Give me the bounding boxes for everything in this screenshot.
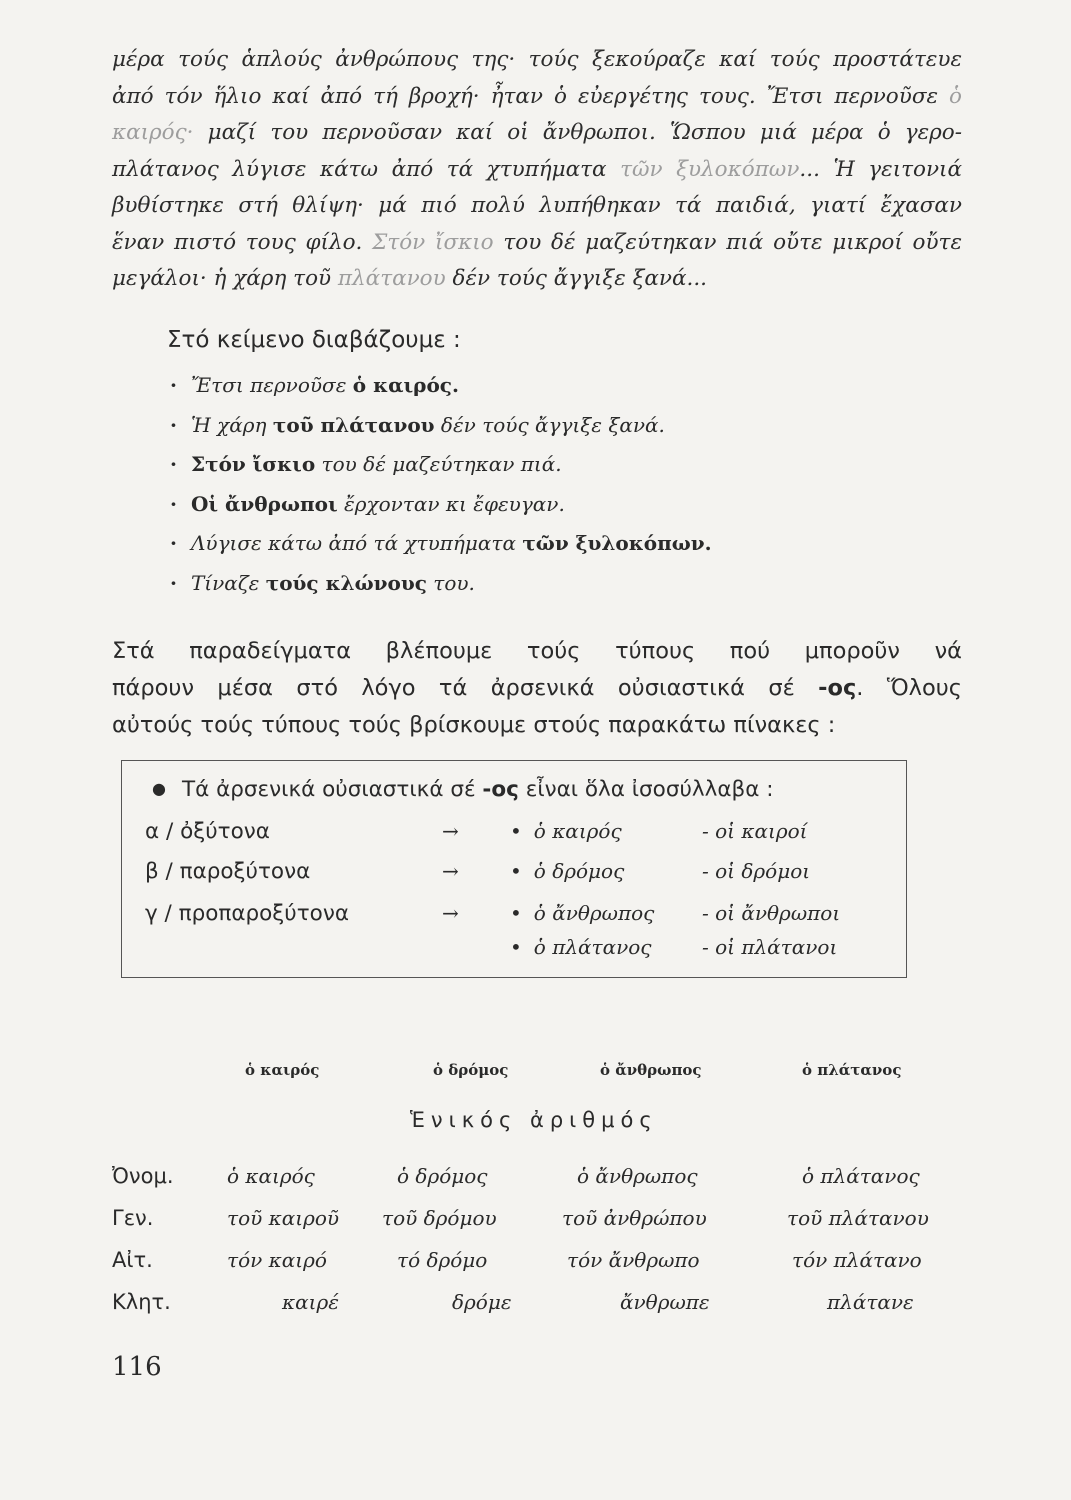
story-text: μαζί του περνοῦσαν καί οἱ ἄνθρωποι. Ὥσπου μιά μέρα ὁ γερο- (193, 120, 962, 145)
example-bold: Στόν ἴσκιο (190, 452, 316, 476)
example-bold: ὁ καιρός. (352, 373, 459, 397)
declension-cell: τοῦ δρόμου (382, 1206, 497, 1230)
case-label: Κλητ. (112, 1290, 171, 1314)
story-text-faint: ὁ (938, 83, 963, 109)
singular-text: ὁ πλάτανος (533, 935, 652, 959)
example-item (170, 524, 712, 564)
declension-row (112, 1248, 972, 1290)
story-text: τοῦ (293, 266, 332, 291)
example-text: ἔρχονταν κι ἔφευγαν. (337, 491, 565, 516)
example-text: Ἔτσι περνοῦσε (190, 373, 353, 397)
story-text: μεγάλοι· ἡ χάρη (112, 266, 294, 291)
rule-row (122, 859, 908, 895)
rule-heading-text: Τά ἀρσενικά οὐσιαστικά σέ (181, 777, 483, 802)
explanation-text: . Ὅλους (856, 675, 962, 701)
singular-form: • ὁ καιρός (510, 819, 622, 843)
rule-heading-text: εἶναι ὅλα ἰσοσύλλαβα : (518, 777, 774, 802)
plural-form: - οἱ καιροί (702, 819, 808, 843)
example-bold: τούς κλώνους (265, 570, 427, 595)
plural-form: - οἱ ἄνθρωποι (702, 901, 841, 925)
story-text-faint: τῶν ξυλοκόπων (620, 156, 800, 182)
declension-cell: τόν ἄνθρωπο (567, 1248, 700, 1272)
explanation-paragraph (112, 633, 962, 744)
story-text: ... Ἡ γειτονιά (799, 156, 962, 182)
declension-cell: δρόμε (452, 1290, 512, 1314)
example-item (170, 445, 712, 485)
example-text: του δέ μαζεύτηκαν πιά. (315, 452, 562, 476)
column-head: ὁ δρόμος (433, 1061, 509, 1079)
declension-cell: ὁ ἄνθρωπος (577, 1164, 698, 1188)
example-item (170, 564, 712, 604)
bullet-icon: · (170, 570, 177, 595)
singular-text: ὁ ἄνθρωπος (533, 901, 655, 925)
declension-cell: τόν καιρό (227, 1248, 327, 1272)
example-item (170, 366, 712, 406)
explanation-text: πάρουν μέσα στό λόγο τά ἀρσενικά οὐσιαστικά σέ (112, 675, 819, 701)
column-head: ὁ καιρός (245, 1061, 320, 1079)
story-text: ἀπό τόν ἥλιο καί ἀπό τή βροχή· ἦταν ὁ εὐεργέτης τους. Ἔτσι περνοῦσε (112, 83, 939, 109)
declension-row (112, 1290, 972, 1332)
bullet-icon: · (170, 491, 177, 516)
example-text: Ἡ χάρη (190, 412, 273, 437)
explanation-line (112, 670, 962, 707)
example-bold: τοῦ πλάτανου (272, 412, 435, 437)
declension-cell: πλάτανε (827, 1290, 914, 1314)
singular-text: ὁ δρόμος (533, 859, 625, 883)
example-text: Λύγισε κάτω ἀπό τά χτυπήματα (190, 531, 523, 555)
singular-number-title: Ἑνικός ἀριθμός (410, 1108, 658, 1132)
story-line: βυθίστηκε στή θλίψη· μά πιό πολύ λυπήθηκαν τά παιδιά, γιατί ἔχασαν (112, 193, 962, 218)
declension-cell: τό δρόμο (397, 1248, 488, 1272)
story-text: δέν τούς ἄγγιξε ξανά... (445, 266, 708, 291)
arrow-icon: → (442, 901, 459, 925)
plural-form: - οἱ δρόμοι (702, 859, 811, 883)
examples-intro: Στό κείμενο διαβάζουμε : (167, 327, 461, 353)
case-label: Αἰτ. (112, 1248, 153, 1272)
story-text-faint: καιρός· (112, 120, 194, 145)
bullet-icon: · (170, 373, 177, 397)
story-text: του δέ μαζεύτηκαν πιά οὔτε μικροί οὔτε (493, 229, 962, 255)
example-text: δέν τούς ἄγγιξε ξανά. (434, 412, 665, 437)
example-item (170, 406, 712, 446)
declension-cell: τοῦ καιροῦ (227, 1206, 340, 1230)
story-text-faint: πλάτανου (331, 266, 446, 291)
declension-cell: ὁ πλάτανος (802, 1164, 920, 1188)
singular-form: • ὁ πλάτανος (510, 935, 652, 959)
column-head: ὁ ἄνθρωπος (600, 1061, 702, 1079)
example-bold: Οἱ ἄνθρωποι (190, 491, 338, 516)
declension-cell: τόν πλάτανο (792, 1248, 922, 1272)
story-paragraph (112, 42, 962, 298)
declension-cell: καιρέ (282, 1290, 339, 1314)
case-label: Ὀνομ. (112, 1164, 174, 1188)
arrow-icon: → (442, 859, 459, 883)
accent-category: β / παροξύτονα (145, 859, 311, 884)
rule-row (122, 819, 908, 855)
story-text-faint: Στόν ἴσκιο (372, 229, 494, 255)
declension-cell: τοῦ ἀνθρώπου (562, 1206, 707, 1230)
rule-row (122, 935, 908, 971)
singular-form: • ὁ ἄνθρωπος (510, 901, 655, 925)
explanation-line: Στά παραδείγματα βλέπουμε τούς τύπους πού μποροῦν νά (112, 638, 962, 664)
example-bold: τῶν ξυλοκόπων. (522, 531, 712, 555)
declension-table (112, 1164, 972, 1332)
example-item (170, 485, 712, 525)
rule-box (121, 760, 907, 978)
declension-cell: ὁ καιρός (227, 1164, 315, 1188)
rule-row (122, 901, 908, 937)
bullet-icon: · (170, 531, 177, 555)
story-text: πλάτανος λύγισε κάτω ἀπό τά χτυπήματα (112, 156, 621, 182)
accent-category: γ / προπαροξύτονα (145, 901, 350, 926)
rule-heading (152, 777, 774, 802)
page-number: 116 (112, 1352, 162, 1382)
story-line (112, 115, 962, 152)
arrow-icon: → (442, 819, 459, 843)
case-label: Γεν. (112, 1206, 154, 1230)
explanation-line: αὐτούς τούς τύπους τούς βρίσκουμε στούς παρακάτω πίνακες : (112, 712, 836, 738)
singular-form: • ὁ δρόμος (510, 859, 625, 883)
example-text: Τίναζε (190, 570, 266, 595)
suffix-bold: -ος (818, 675, 857, 701)
story-line (112, 152, 962, 189)
accent-category: α / ὀξύτονα (145, 819, 270, 844)
column-head: ὁ πλάτανος (802, 1061, 902, 1079)
story-line: μέρα τούς ἁπλούς ἀνθρώπους της· τούς ξεκούραζε καί τούς προστάτευε (112, 47, 962, 72)
example-text: του. (426, 570, 475, 595)
story-text: ἕναν πιστό τους φίλο. (112, 229, 373, 255)
declension-row (112, 1206, 972, 1248)
bullet-icon: · (170, 412, 177, 437)
bullet-dot-icon: ● (152, 779, 166, 798)
story-line (112, 79, 962, 116)
declension-cell: ἄνθρωπε (620, 1290, 710, 1314)
story-line (112, 225, 962, 262)
declension-cell: ὁ δρόμος (397, 1164, 488, 1188)
plural-form: - οἱ πλάτανοι (702, 935, 838, 959)
singular-text: ὁ καιρός (533, 819, 622, 843)
declension-cell: τοῦ πλάτανου (787, 1206, 929, 1230)
bullet-icon: · (170, 452, 177, 476)
story-line (112, 261, 962, 298)
rule-heading-suffix: -ος (482, 777, 519, 802)
examples-list (170, 366, 712, 603)
declension-row (112, 1164, 972, 1206)
